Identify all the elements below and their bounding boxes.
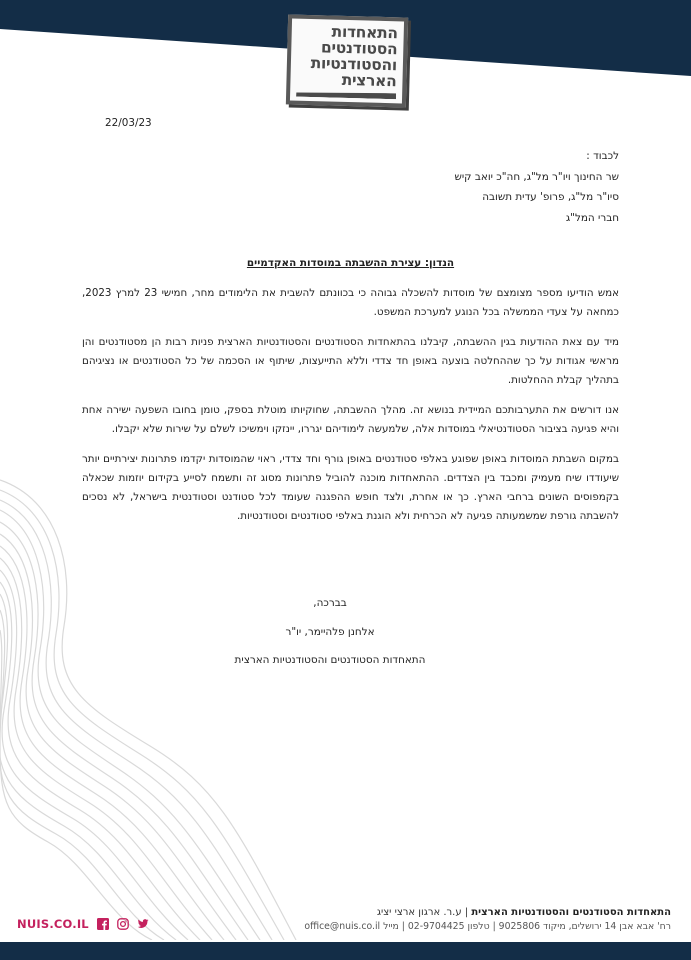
twitter-icon[interactable] xyxy=(137,918,149,930)
footer-address: רח' אבא אבן 14 ירושלים, מיקוד 9025806 | טלפון 02-9704425 | מייל office@nuis.co.il xyxy=(304,921,671,932)
recipient-3: חברי המל"ג xyxy=(565,211,619,224)
recipient-1: שר החינוך ויו"ר מל"ג, חה"כ יואב קיש xyxy=(454,170,619,183)
closing: בברכה, xyxy=(313,597,347,609)
footer-band xyxy=(0,942,691,960)
footer-contact-info xyxy=(304,906,671,934)
org-logo xyxy=(286,14,408,107)
recipient-2: סיו"ר מל"ג, פרופ' עדית תשובה xyxy=(482,191,619,203)
facebook-icon[interactable] xyxy=(97,918,109,930)
footer-org-name: התאחדות הסטודנטים והסטודנטיות הארצית xyxy=(471,907,671,918)
logo-line-3: והסטודנטיות xyxy=(310,54,398,75)
footer-registration: | ע.ר. ארגון ארצי יציג xyxy=(376,907,469,918)
instagram-icon[interactable] xyxy=(117,918,129,930)
website-link[interactable]: NUIS.CO.IL xyxy=(17,917,89,931)
recipient-salutation: לכבוד : xyxy=(586,150,619,162)
logo-line-2: הסטודנטים xyxy=(320,38,398,59)
social-links xyxy=(17,917,149,931)
recipients-block xyxy=(455,146,620,228)
paragraph-1: אמש הודיעו מספר מצומצם של מוסדות להשכלה גבוהה כי בכוונתם להשבית את הלימודים מחר, חמישי 23 למרץ 2023, כמחאה על צעדי הממשלה בכל הנוגע למערכת המשפט. xyxy=(82,287,620,318)
letter-subject: הנדון: עצירת ההשבתה במוסדות האקדמיים xyxy=(246,257,455,269)
signer-name: אלחנן פלהיימר, יו"ר xyxy=(285,626,375,638)
logo-line-4: הארצית xyxy=(341,70,397,91)
signer-organization: התאחדות הסטודנטים והסטודנטיות הארצית xyxy=(234,654,426,666)
paragraph-3: אנו דורשים את התערבותכם המיידית בנושא זה. מהלך ההשבתה, שחוקיותו מוטלת בספק, טומן בחובו השפעה ישירה אחת והיא פגיעה בציבור הסטודנטיאלי במוסדות אלה, שלמעשה לימודיהם יגררו, יינזקו וימשיכו לשלם על שירות שלא יקבלו. xyxy=(82,404,619,435)
logo-underline-bar xyxy=(296,91,396,100)
decorative-wave-lines xyxy=(0,470,300,940)
paragraph-2: מיד עם צאת ההודעות בגין ההשבתה, קיבלנו בהתאחדות הסטודנטים והסטודנטיות הארצית פניות רבות הן מסטודנטים והן מראשי אגודות על כך שההחלטה בוצעה באופן חד צדדי וללא התייעצות, שיתוף או הסכמה של כל הסטודנטים או נציגיהם בתהליך קבלת ההחלטות. xyxy=(82,336,619,386)
paragraph-4: במקום השבתת המוסדות באופן שפוגע באלפי סטודנטים באופן גורף וחד צדדי, ראוי שהמוסדות יקדמו פתרונות יצירתיים יותר שיעודדו שיח מעמיק ומכבד בין הצדדים. ההתאחדות מוכנה להוביל פתרונות מסוג זה ותשמח לסייע בקידום יוזמות שכאלה בקמפוסים השונים ברחבי הארץ. כך או אחרת, ולצד חופש ההפגנה שעומד לכל סטודנט וסטודנטית בישראל, לא נסכים להשבתה גורפת שמשמעותה פגיעה לא הכרחית ולא הוגנת באלפי סטודנטים וסטודנטיות. xyxy=(82,453,619,522)
logo-line-1: התאחדות xyxy=(331,22,398,43)
letter-date: 22/03/23 xyxy=(105,117,152,129)
letter-body xyxy=(82,284,619,537)
